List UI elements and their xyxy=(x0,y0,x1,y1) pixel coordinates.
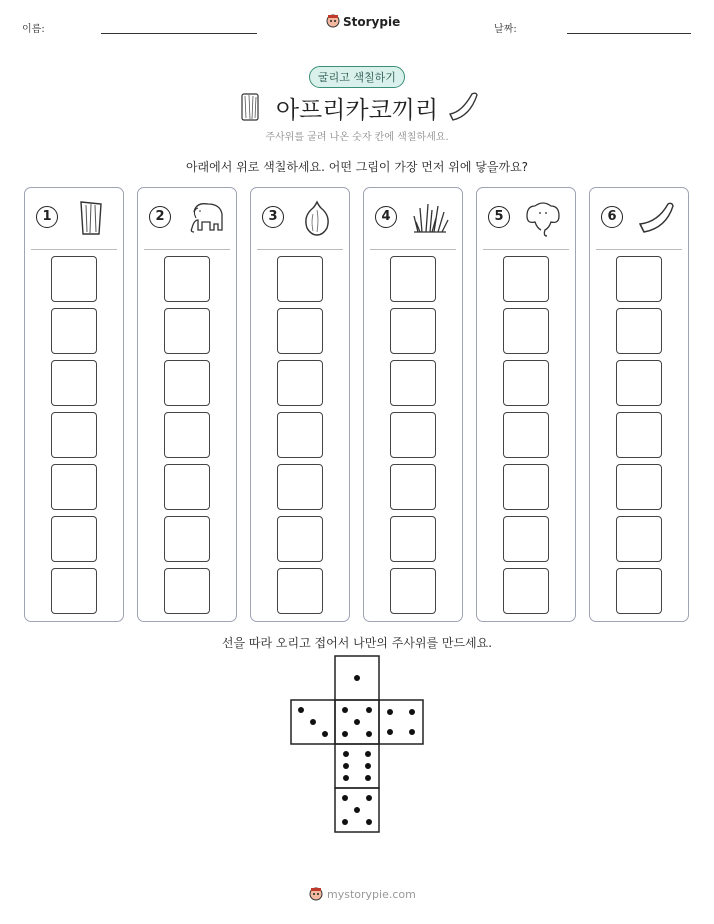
footer-url[interactable]: mystorypie.com xyxy=(327,887,416,901)
die-face-4 xyxy=(379,700,423,744)
column-number: 3 xyxy=(262,206,284,228)
pip xyxy=(366,707,372,713)
pip xyxy=(342,731,348,737)
dice-instruction: 선을 따라 오리고 접어서 나만의 주사위를 만드세요. xyxy=(221,636,493,650)
column-number: 2 xyxy=(149,206,171,228)
pip xyxy=(354,719,360,725)
pip xyxy=(387,729,393,735)
column-number: 1 xyxy=(36,206,58,228)
pip xyxy=(343,775,349,781)
brand-name: Storypie xyxy=(343,15,401,29)
pip xyxy=(366,819,372,825)
pip xyxy=(365,751,371,757)
pip xyxy=(343,751,349,757)
pip xyxy=(342,707,348,713)
column-number: 6 xyxy=(601,206,623,228)
pip xyxy=(343,763,349,769)
pip xyxy=(322,731,328,737)
page-title: 아프리카코끼리 xyxy=(275,96,439,124)
pip xyxy=(409,729,415,735)
date-label: 날짜: xyxy=(494,24,517,35)
pip xyxy=(298,707,304,713)
mascot-icon xyxy=(309,886,323,902)
column-number: 5 xyxy=(488,206,510,228)
pip xyxy=(366,731,372,737)
pip xyxy=(409,709,415,715)
activity-tag: 굴리고 색칠하기 xyxy=(309,66,405,88)
footer xyxy=(309,886,416,902)
pip xyxy=(354,675,360,681)
pip xyxy=(342,795,348,801)
pip xyxy=(366,795,372,801)
pip xyxy=(387,709,393,715)
name-label: 이름: xyxy=(22,24,45,35)
pip xyxy=(365,775,371,781)
pip xyxy=(365,763,371,769)
coloring-instruction: 아래에서 위로 색칠하세요. 어떤 그림이 가장 먼저 위에 닿을까요? xyxy=(185,160,529,174)
die-face-6 xyxy=(335,744,379,788)
pip xyxy=(354,807,360,813)
column-number: 4 xyxy=(375,206,397,228)
page-subtitle: 주사위를 굴려 나온 숫자 칸에 색칠하세요. xyxy=(265,132,449,143)
pip xyxy=(310,719,316,725)
pip xyxy=(342,819,348,825)
